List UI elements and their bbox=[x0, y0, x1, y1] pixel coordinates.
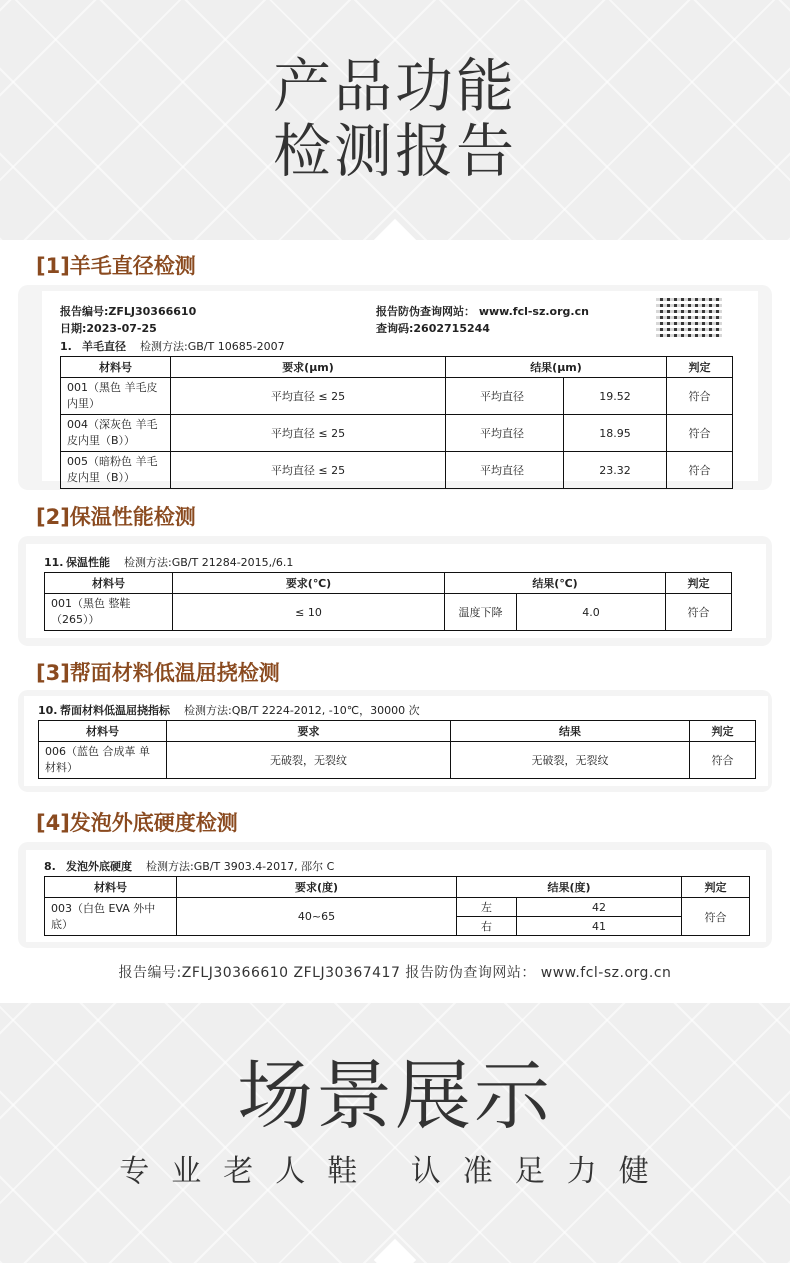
report-card-flex bbox=[18, 690, 772, 792]
caption-method: 检测方法:GB/T 3903.4-2017, 邵尔 C bbox=[146, 860, 335, 873]
table-caption bbox=[38, 702, 756, 720]
col-header: 判定 bbox=[690, 721, 756, 742]
left-label-cell: 左 bbox=[457, 898, 517, 917]
table-caption bbox=[44, 858, 750, 876]
result-value-cell: 19.52 bbox=[564, 378, 667, 415]
table-row bbox=[61, 415, 733, 452]
material-cell: 001（黑色 羊毛皮 内里） bbox=[61, 378, 171, 415]
table-row bbox=[39, 742, 756, 779]
result-value-cell: 4.0 bbox=[517, 594, 666, 631]
report-sheet bbox=[26, 544, 766, 638]
qr-code-icon bbox=[656, 297, 722, 337]
caption-method: 检测方法:GB/T 10685-2007 bbox=[140, 340, 285, 353]
section-heading-warmth: [2]保温性能检测 bbox=[36, 505, 196, 529]
scene-banner bbox=[0, 1003, 790, 1263]
table-flex bbox=[38, 702, 756, 779]
table-caption bbox=[60, 338, 733, 356]
col-header: 判定 bbox=[666, 573, 732, 594]
caption-method: 检测方法:QB/T 2224-2012, -10℃，30000 次 bbox=[184, 704, 420, 717]
table-warmth bbox=[44, 554, 732, 631]
report-sheet bbox=[24, 696, 768, 786]
col-header: 材料号 bbox=[45, 573, 173, 594]
table-row bbox=[61, 452, 733, 489]
table-caption bbox=[44, 554, 732, 572]
header-banner bbox=[0, 0, 790, 240]
report-site: 报告防伪查询网站： www.fcl-sz.org.cn bbox=[376, 305, 589, 318]
table-hardness bbox=[44, 858, 750, 936]
material-cell: 006（蓝色 合成革 单材料） bbox=[39, 742, 167, 779]
caption-method: 检测方法:GB/T 21284-2015,/6.1 bbox=[124, 556, 294, 569]
right-value-cell: 41 bbox=[517, 917, 682, 936]
material-cell: 004（深灰色 羊毛皮内里（B）） bbox=[61, 415, 171, 452]
requirement-cell: 平均直径 ≤ 25 bbox=[171, 415, 446, 452]
col-header: 材料号 bbox=[61, 357, 171, 378]
col-header: 判定 bbox=[682, 877, 750, 898]
report-sheet bbox=[26, 850, 766, 942]
col-header: 要求(℃) bbox=[173, 573, 445, 594]
caption-title: 羊毛直径 bbox=[82, 340, 126, 353]
report-footer-note: 报告编号:ZFLJ30366610 ZFLJ30367417 报告防伪查询网站： www.fcl-sz.org.cn bbox=[118, 965, 672, 981]
requirement-cell: 40~65 bbox=[177, 898, 457, 936]
verdict-cell: 符合 bbox=[667, 452, 733, 489]
table-row bbox=[45, 898, 750, 917]
section-heading-hardness: [4]发泡外底硬度检测 bbox=[36, 811, 238, 835]
verdict-cell: 符合 bbox=[667, 378, 733, 415]
right-label-cell: 右 bbox=[457, 917, 517, 936]
result-cell: 无破裂，无裂纹 bbox=[451, 742, 690, 779]
report-sheet bbox=[42, 291, 758, 484]
material-cell: 003（白色 EVA 外中底） bbox=[45, 898, 177, 936]
caption-title: 保温性能 bbox=[66, 556, 110, 569]
col-header: 结果(℃) bbox=[445, 573, 666, 594]
caption-number: 8. bbox=[44, 860, 56, 873]
result-value-cell: 23.32 bbox=[564, 452, 667, 489]
left-value-cell: 42 bbox=[517, 898, 682, 917]
caption-number: 1. bbox=[60, 340, 72, 353]
result-label-cell: 温度下降 bbox=[445, 594, 517, 631]
page-title-line1: 产品功能 bbox=[272, 52, 517, 120]
col-header: 要求(μm) bbox=[171, 357, 446, 378]
col-header: 结果(度) bbox=[457, 877, 682, 898]
caption-title: 帮面材料低温屈挠指标 bbox=[60, 704, 170, 717]
scene-subtitle: 专业老人鞋 认准足力健 bbox=[119, 1154, 671, 1189]
col-header: 结果(μm) bbox=[446, 357, 667, 378]
requirement-cell: 无破裂，无裂纹 bbox=[167, 742, 451, 779]
table-wool bbox=[60, 338, 733, 489]
caption-number: 11. bbox=[44, 556, 64, 569]
col-header: 判定 bbox=[667, 357, 733, 378]
report-number: 报告编号:ZFLJ30366610 bbox=[60, 305, 197, 318]
verdict-cell: 符合 bbox=[666, 594, 732, 631]
verdict-cell: 符合 bbox=[682, 898, 750, 936]
report-card-wool bbox=[18, 285, 772, 490]
scene-title: 场景展示 bbox=[237, 1051, 553, 1140]
report-card-hardness bbox=[18, 842, 772, 948]
section-heading-wool: [1]羊毛直径检测 bbox=[36, 254, 196, 278]
col-header: 要求(度) bbox=[177, 877, 457, 898]
result-label-cell: 平均直径 bbox=[446, 452, 564, 489]
result-label-cell: 平均直径 bbox=[446, 415, 564, 452]
page-title-line2: 检测报告 bbox=[272, 117, 517, 185]
result-value-cell: 18.95 bbox=[564, 415, 667, 452]
query-code: 查询码:2602715244 bbox=[376, 322, 490, 335]
requirement-cell: 平均直径 ≤ 25 bbox=[171, 378, 446, 415]
material-cell: 005（暗粉色 羊毛皮内里（B）） bbox=[61, 452, 171, 489]
section-heading-flex: [3]帮面材料低温屈挠检测 bbox=[36, 661, 280, 685]
caption-title: 发泡外底硬度 bbox=[66, 860, 132, 873]
col-header: 结果 bbox=[451, 721, 690, 742]
col-header: 要求 bbox=[167, 721, 451, 742]
result-label-cell: 平均直径 bbox=[446, 378, 564, 415]
table-row bbox=[61, 378, 733, 415]
verdict-cell: 符合 bbox=[690, 742, 756, 779]
caption-number: 10. bbox=[38, 704, 58, 717]
material-cell: 001（黑色 整鞋（265）） bbox=[45, 594, 173, 631]
verdict-cell: 符合 bbox=[667, 415, 733, 452]
table-row bbox=[45, 594, 732, 631]
col-header: 材料号 bbox=[45, 877, 177, 898]
col-header: 材料号 bbox=[39, 721, 167, 742]
report-card-warmth bbox=[18, 536, 772, 646]
requirement-cell: ≤ 10 bbox=[173, 594, 445, 631]
report-date: 日期:2023-07-25 bbox=[60, 322, 157, 335]
requirement-cell: 平均直径 ≤ 25 bbox=[171, 452, 446, 489]
